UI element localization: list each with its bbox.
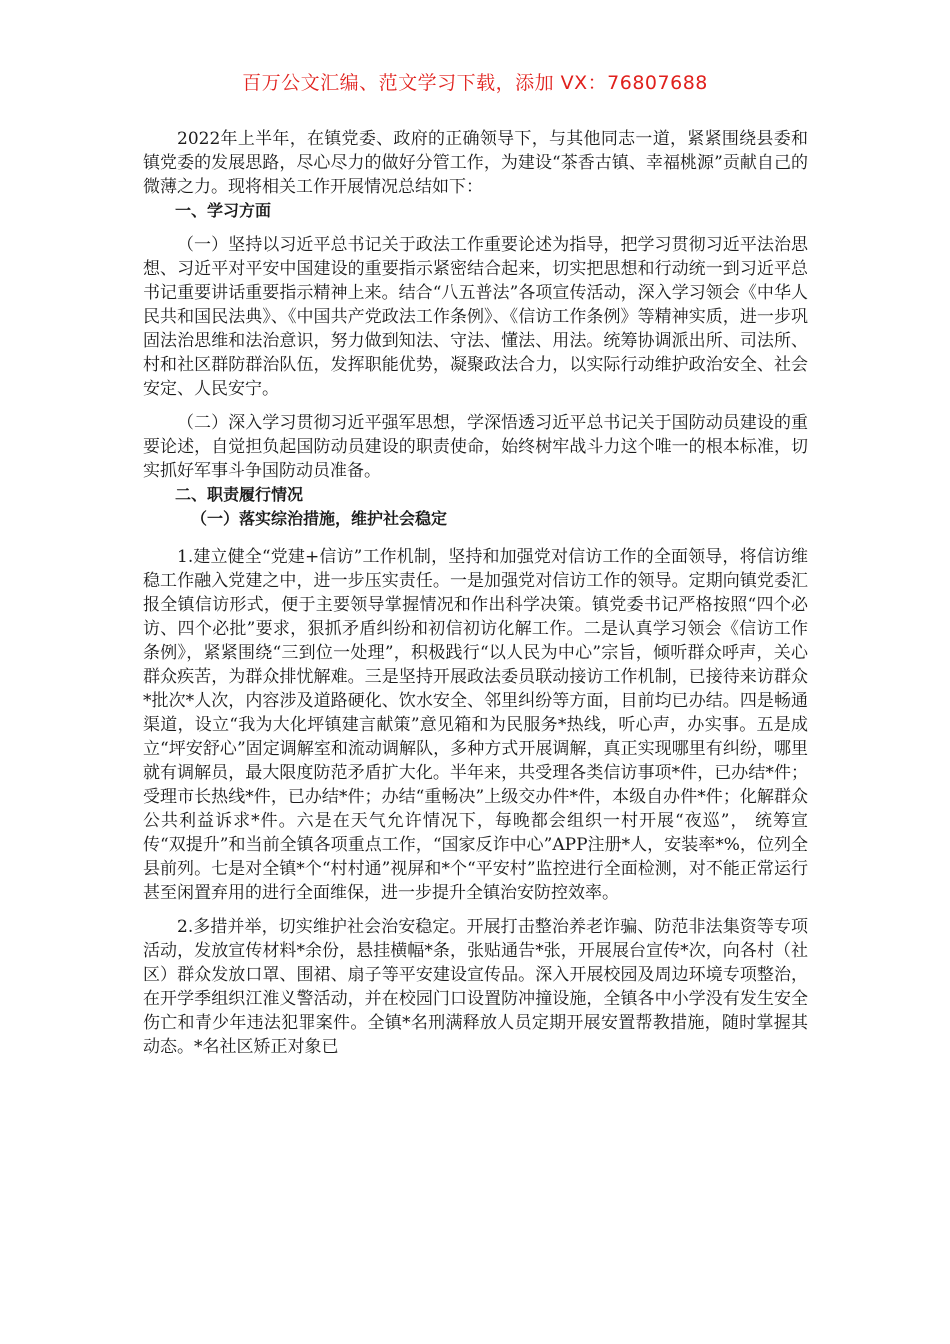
paragraph-study-2: （二）深入学习贯彻习近平强军思想，学深悟透习近平总书记关于国防动员建设的重要论述，自觉担负起国防动员建设的职责使命，始终树牢战斗力这个唯一的根本标准，切实抓好军事斗争国防动员准备。	[143, 413, 808, 481]
section-heading-duties: 二、职责履行情况	[175, 485, 304, 504]
intro-paragraph: 2022年上半年，在镇党委、政府的正确领导下，与其他同志一道，紧紧围绕县委和镇党委的发展思路，尽心尽力的做好分管工作，为建设“茶香古镇、幸福桃源”贡献自己的微薄之力。现将相关工作开展情况总结如下：	[143, 129, 808, 197]
paragraph-duties-1: 1.建立健全“党建+信访”工作机制，坚持和加强党对信访工作的全面领导，将信访维稳工作融入党建之中，进一步压实责任。一是加强党对信访工作的领导。定期向镇党委汇报全镇信访形式，便于主要领导掌握情况和作出科学决策。镇党委书记严格按照“四个必访、四个必批”要求，狠抓矛盾纠纷和初信初访化解工作。二是认真学习领会《信访工作条例》，紧紧围绕“三到位一处理”，积极践行“以人民为中心”宗旨，倾听群众呼声，关心群众疾苦，为群众排忧解难。三是坚持开展政法委员联动接访工作机制，已接待来访群众*批次*人次，内容涉及道路硬化、饮水安全、邻里纠纷等方面，目前均已办结。四是畅通渠道，设立“我为大化坪镇建言献策”意见箱和为民服务*热线，听心声，办实事。五是成立“坪安舒心”固定调解室和流动调解队，多种方式开展调解，真正实现哪里有纠纷，哪里就有调解员，最大限度防范矛盾扩大化。半年来，共受理各类信访事项*件，已办结*件；受理市长热线*件，已办结*件；办结“重畅决”上级交办件*件，本级自办件*件；化解群众公共利益诉求*件。六是在天气允许情况下，每晚都会组织一村开展“夜巡”， 统筹宣传“双提升”和当前全镇各项重点工作，“国家反诈中心”APP注册*人，安装率*%，位列全县前列。七是对全镇*个“村村通”视屏和*个“平安村”监控进行全面检测，对不能正常运行甚至闲置弃用的进行全面维保，进一步提升全镇治安防控效率。	[143, 547, 808, 903]
subsection-heading-stability: （一）落实综治措施，维护社会稳定	[191, 509, 448, 528]
document-body	[143, 127, 808, 1059]
paragraph-duties-2: 2.多措并举，切实维护社会治安稳定。开展打击整治养老诈骗、防范非法集资等专项活动，发放宣传材料*余份，悬挂横幅*条，张贴通告*张，开展展台宣传*次，向各村（社区）群众发放口罩、围裙、扇子等平安建设宣传品。深入开展校园及周边环境专项整治，在开学季组织江淮义警活动，并在校园门口设置防冲撞设施，全镇各中小学没有发生安全伤亡和青少年违法犯罪案件。全镇*名刑满释放人员定期开展安置帮教措施，随时掌握其动态。*名社区矫正对象已	[143, 917, 808, 1057]
section-heading-study: 一、学习方面	[175, 201, 272, 220]
paragraph-study-1: （一）坚持以习近平总书记关于政法工作重要论述为指导，把学习贯彻习近平法治思想、习近平对平安中国建设的重要指示紧密结合起来，切实把思想和行动统一到习近平总书记重要讲话重要指示精神上来。结合“八五普法”各项宣传活动，深入学习领会《中华人民共和国民法典》、《中国共产党政法工作条例》、《信访工作条例》等精神实质，进一步巩固法治思维和法治意识，努力做到知法、守法、懂法、用法。统筹协调派出所、司法所、村和社区群防群治队伍，发挥职能优势，凝聚政法合力，以实际行动维护政治安全、社会安定、人民安宁。	[143, 235, 808, 399]
header-banner: 百万公文汇编、范文学习下载，添加 VX：76807688	[242, 72, 708, 94]
